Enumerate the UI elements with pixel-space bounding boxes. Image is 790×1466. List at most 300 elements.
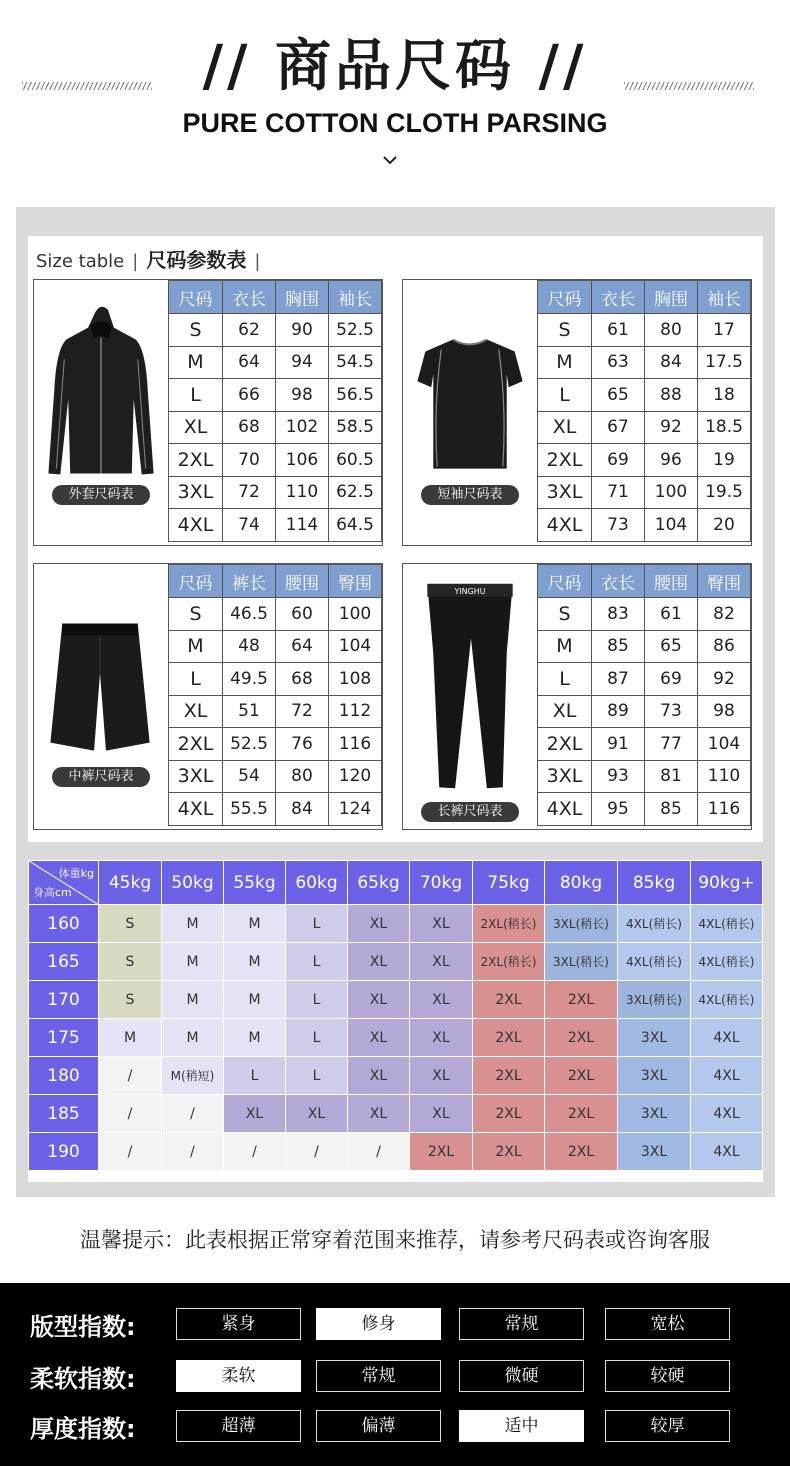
index-option: 常规 <box>459 1308 584 1340</box>
col-header: 胸围 <box>645 281 698 314</box>
recommended-size-cell: L <box>224 1057 286 1095</box>
size-cell: 3XL <box>169 760 223 793</box>
value-cell: 68 <box>223 411 276 444</box>
col-header: 尺码 <box>538 565 592 598</box>
recommended-size-cell: 2XL <box>545 981 618 1019</box>
recommended-size-cell: / <box>99 1133 162 1171</box>
table-row <box>29 1019 763 1057</box>
value-cell: 93 <box>592 760 645 793</box>
recommended-size-cell: XL <box>410 905 473 943</box>
value-cell: 88 <box>645 379 698 412</box>
value-cell: 20 <box>698 509 751 542</box>
weight-header: 60kg <box>286 861 348 905</box>
table-row <box>538 728 751 761</box>
recommended-size-cell: / <box>162 1095 224 1133</box>
value-cell: 19 <box>698 444 751 477</box>
value-cell: 108 <box>329 663 382 696</box>
col-header: 胸围 <box>276 281 329 314</box>
page-subtitle: PURE COTTON CLOTH PARSING <box>182 108 608 138</box>
size-cell: 3XL <box>538 760 592 793</box>
value-cell: 19.5 <box>698 476 751 509</box>
recommended-size-cell: 3XL(稍长) <box>545 905 618 943</box>
recommended-size-cell: M <box>162 981 224 1019</box>
recommended-size-cell: M <box>99 1019 162 1057</box>
grid-corner <box>29 861 99 905</box>
col-header: 臀围 <box>329 565 382 598</box>
jacket-spec-table <box>168 280 382 542</box>
weight-header: 70kg <box>410 861 473 905</box>
recommended-size-cell: L <box>286 943 348 981</box>
value-cell: 17.5 <box>698 346 751 379</box>
value-cell: 104 <box>645 509 698 542</box>
weight-header: 85kg <box>618 861 691 905</box>
size-cell: S <box>538 598 592 631</box>
value-cell: 98 <box>276 379 329 412</box>
recommended-size-cell: / <box>99 1095 162 1133</box>
height-label: 190 <box>29 1133 99 1171</box>
table-row <box>538 793 751 826</box>
value-cell: 51 <box>223 695 276 728</box>
value-cell: 96 <box>645 444 698 477</box>
table-row <box>538 476 751 509</box>
table-row <box>169 379 382 412</box>
shorts-caption: 中裤尺码表 <box>52 767 150 787</box>
col-header: 尺码 <box>169 565 223 598</box>
recommended-size-cell: / <box>99 1057 162 1095</box>
recommended-size-cell: XL <box>348 1019 410 1057</box>
recommended-size-cell: 4XL(稍长) <box>691 905 763 943</box>
index-option: 常规 <box>316 1360 441 1392</box>
height-label: 175 <box>29 1019 99 1057</box>
weight-height-table <box>28 860 763 1171</box>
table-row <box>29 905 763 943</box>
recommended-size-cell: M <box>162 943 224 981</box>
size-table-label-en: Size table <box>36 251 125 272</box>
recommended-size-cell: M(稍短) <box>162 1057 224 1095</box>
size-cell: 3XL <box>538 476 592 509</box>
value-cell: 18 <box>698 379 751 412</box>
size-cell: 4XL <box>538 509 592 542</box>
size-cell: L <box>538 663 592 696</box>
size-cell: M <box>169 346 223 379</box>
recommended-size-cell: XL <box>410 981 473 1019</box>
value-cell: 86 <box>698 630 751 663</box>
value-cell: 73 <box>645 695 698 728</box>
recommended-size-cell: / <box>286 1133 348 1171</box>
value-cell: 91 <box>592 728 645 761</box>
recommended-size-cell: XL <box>410 1057 473 1095</box>
recommended-size-cell: M <box>162 1019 224 1057</box>
value-cell: 64 <box>223 346 276 379</box>
size-cell: M <box>538 346 592 379</box>
size-cell: L <box>169 379 223 412</box>
table-row <box>169 598 382 631</box>
recommended-size-cell: M <box>224 1019 286 1057</box>
pants-waistband-print: YINGHU <box>454 586 486 596</box>
size-cell: XL <box>169 695 223 728</box>
index-label: 柔软指数: <box>30 1365 136 1393</box>
value-cell: 120 <box>329 760 382 793</box>
table-row <box>538 760 751 793</box>
value-cell: 71 <box>592 476 645 509</box>
value-cell: 110 <box>276 476 329 509</box>
value-cell: 106 <box>276 444 329 477</box>
pants-size-block <box>402 563 752 830</box>
table-row <box>169 411 382 444</box>
table-row <box>29 1057 763 1095</box>
value-cell: 54 <box>223 760 276 793</box>
value-cell: 89 <box>592 695 645 728</box>
recommended-size-cell: XL <box>410 1095 473 1133</box>
weight-header: 90kg+ <box>691 861 763 905</box>
table-row <box>169 760 382 793</box>
value-cell: 124 <box>329 793 382 826</box>
value-cell: 116 <box>329 728 382 761</box>
col-header: 腰围 <box>645 565 698 598</box>
recommended-size-cell: S <box>99 981 162 1019</box>
col-header: 衣长 <box>592 565 645 598</box>
value-cell: 84 <box>276 793 329 826</box>
recommended-size-cell: 2XL <box>473 1019 545 1057</box>
weight-header: 75kg <box>473 861 545 905</box>
recommended-size-cell: 3XL <box>618 1057 691 1095</box>
value-cell: 100 <box>329 598 382 631</box>
height-label: 160 <box>29 905 99 943</box>
corner-height-label: 身高cm <box>33 886 72 899</box>
table-row <box>169 476 382 509</box>
value-cell: 69 <box>592 444 645 477</box>
hatch-decoration-right <box>624 82 754 90</box>
value-cell: 48 <box>223 630 276 663</box>
recommended-size-cell: 2XL <box>545 1095 618 1133</box>
shorts-size-block <box>33 563 383 830</box>
value-cell: 68 <box>276 663 329 696</box>
weight-header: 45kg <box>99 861 162 905</box>
chevron-down-icon <box>382 152 398 168</box>
value-cell: 62.5 <box>329 476 382 509</box>
jacket-size-block <box>33 279 383 546</box>
value-cell: 55.5 <box>223 793 276 826</box>
size-cell: 2XL <box>169 444 223 477</box>
recommended-size-cell: 4XL(稍长) <box>618 943 691 981</box>
value-cell: 102 <box>276 411 329 444</box>
index-label: 版型指数: <box>30 1313 136 1341</box>
size-cell: 4XL <box>169 793 223 826</box>
recommended-size-cell: 3XL <box>618 1019 691 1057</box>
recommended-size-cell: 2XL <box>545 1133 618 1171</box>
size-cell: 4XL <box>169 509 223 542</box>
table-row <box>538 346 751 379</box>
value-cell: 63 <box>592 346 645 379</box>
value-cell: 94 <box>276 346 329 379</box>
recommended-size-cell: M <box>224 905 286 943</box>
size-cell: 2XL <box>538 444 592 477</box>
index-option: 较硬 <box>605 1360 730 1392</box>
fabric-indices <box>0 1283 790 1466</box>
value-cell: 92 <box>698 663 751 696</box>
recommended-size-cell: 2XL(稍长) <box>473 943 545 981</box>
index-option: 微硬 <box>459 1360 584 1392</box>
pants-caption: 长裤尺码表 <box>421 802 519 822</box>
jacket-caption: 外套尺码表 <box>52 485 150 505</box>
index-option: 超薄 <box>176 1410 301 1442</box>
size-tip: 温馨提示：此表根据正常穿着范围来推荐，请参考尺码表或咨询客服 <box>80 1228 710 1252</box>
index-option: 修身 <box>316 1308 441 1340</box>
index-option: 较厚 <box>605 1410 730 1442</box>
value-cell: 87 <box>592 663 645 696</box>
table-row <box>29 981 763 1019</box>
jacket-rows <box>169 314 382 542</box>
value-cell: 76 <box>276 728 329 761</box>
table-row <box>538 695 751 728</box>
table-row <box>538 598 751 631</box>
size-cell: 4XL <box>538 793 592 826</box>
page-title: // 商品尺码 // <box>202 34 588 99</box>
value-cell: 73 <box>592 509 645 542</box>
value-cell: 52.5 <box>329 314 382 347</box>
value-cell: 100 <box>645 476 698 509</box>
value-cell: 64.5 <box>329 509 382 542</box>
value-cell: 61 <box>645 598 698 631</box>
table-row <box>538 411 751 444</box>
value-cell: 46.5 <box>223 598 276 631</box>
col-header: 裤长 <box>223 565 276 598</box>
tshirt-caption: 短袖尺码表 <box>421 485 519 505</box>
value-cell: 58.5 <box>329 411 382 444</box>
shorts-rows <box>169 598 382 826</box>
recommended-size-cell: XL <box>348 1057 410 1095</box>
index-label: 厚度指数: <box>30 1415 136 1443</box>
recommended-size-cell: M <box>162 905 224 943</box>
value-cell: 92 <box>645 411 698 444</box>
recommended-size-cell: XL <box>410 1019 473 1057</box>
table-row <box>29 1095 763 1133</box>
weight-header: 50kg <box>162 861 224 905</box>
weight-header: 55kg <box>224 861 286 905</box>
recommended-size-cell: L <box>286 1057 348 1095</box>
value-cell: 77 <box>645 728 698 761</box>
recommended-size-cell: L <box>286 1019 348 1057</box>
recommended-size-cell: 4XL(稍长) <box>691 981 763 1019</box>
height-label: 185 <box>29 1095 99 1133</box>
shorts-spec-table <box>168 564 382 826</box>
recommended-size-cell: 3XL(稍长) <box>618 981 691 1019</box>
value-cell: 82 <box>698 598 751 631</box>
value-cell: 85 <box>645 793 698 826</box>
table-row <box>538 379 751 412</box>
col-header: 尺码 <box>538 281 592 314</box>
col-header: 尺码 <box>169 281 223 314</box>
recommended-size-cell: S <box>99 943 162 981</box>
value-cell: 70 <box>223 444 276 477</box>
index-option: 适中 <box>459 1410 584 1442</box>
col-header: 袖长 <box>329 281 382 314</box>
recommended-size-cell: XL <box>348 905 410 943</box>
table-row <box>538 314 751 347</box>
value-cell: 66 <box>223 379 276 412</box>
table-row <box>538 663 751 696</box>
value-cell: 98 <box>698 695 751 728</box>
table-row <box>169 663 382 696</box>
size-cell: S <box>538 314 592 347</box>
recommended-size-cell: S <box>99 905 162 943</box>
value-cell: 104 <box>698 728 751 761</box>
table-row <box>169 314 382 347</box>
index-option: 紧身 <box>176 1308 301 1340</box>
tshirt-image <box>403 280 536 545</box>
value-cell: 80 <box>276 760 329 793</box>
table-row <box>29 1133 763 1171</box>
value-cell: 61 <box>592 314 645 347</box>
recommended-size-cell: L <box>286 905 348 943</box>
value-cell: 64 <box>276 630 329 663</box>
col-header: 腰围 <box>276 565 329 598</box>
value-cell: 104 <box>329 630 382 663</box>
height-label: 180 <box>29 1057 99 1095</box>
recommended-size-cell: / <box>162 1133 224 1171</box>
index-option: 宽松 <box>605 1308 730 1340</box>
page-header <box>0 0 790 200</box>
table-row <box>169 695 382 728</box>
weight-header: 80kg <box>545 861 618 905</box>
recommended-size-cell: 2XL <box>473 1057 545 1095</box>
recommended-size-cell: 2XL <box>545 1057 618 1095</box>
col-header: 衣长 <box>592 281 645 314</box>
table-row <box>169 793 382 826</box>
recommended-size-cell: 2XL <box>545 1019 618 1057</box>
recommended-size-cell: XL <box>224 1095 286 1133</box>
size-cell: S <box>169 314 223 347</box>
index-option: 偏薄 <box>316 1410 441 1442</box>
recommended-size-cell: 4XL(稍长) <box>691 943 763 981</box>
tshirt-size-block <box>402 279 752 546</box>
table-row <box>538 509 751 542</box>
value-cell: 60.5 <box>329 444 382 477</box>
weight-header: 65kg <box>348 861 410 905</box>
tshirt-spec-table <box>537 280 751 542</box>
size-cell: M <box>538 630 592 663</box>
recommended-size-cell: 3XL <box>618 1095 691 1133</box>
pants-rows <box>538 598 751 826</box>
size-cell: XL <box>538 411 592 444</box>
col-header: 臀围 <box>698 565 751 598</box>
table-row <box>169 509 382 542</box>
table-row <box>169 444 382 477</box>
value-cell: 52.5 <box>223 728 276 761</box>
recommended-size-cell: 4XL(稍长) <box>618 905 691 943</box>
value-cell: 69 <box>645 663 698 696</box>
value-cell: 49.5 <box>223 663 276 696</box>
size-cell: 3XL <box>169 476 223 509</box>
recommended-size-cell: 2XL(稍长) <box>473 905 545 943</box>
jacket-image <box>34 280 167 545</box>
value-cell: 56.5 <box>329 379 382 412</box>
size-cell: 2XL <box>169 728 223 761</box>
value-cell: 72 <box>223 476 276 509</box>
recommended-size-cell: 4XL <box>691 1019 763 1057</box>
recommended-size-cell: / <box>224 1133 286 1171</box>
height-label: 170 <box>29 981 99 1019</box>
size-cell: XL <box>538 695 592 728</box>
size-cell: M <box>169 630 223 663</box>
value-cell: 84 <box>645 346 698 379</box>
recommended-size-cell: XL <box>348 943 410 981</box>
hatch-decoration-left <box>22 82 152 90</box>
value-cell: 60 <box>276 598 329 631</box>
recommended-size-cell: M <box>224 943 286 981</box>
recommended-size-cell: XL <box>348 1095 410 1133</box>
value-cell: 72 <box>276 695 329 728</box>
value-cell: 17 <box>698 314 751 347</box>
recommended-size-cell: 2XL <box>473 1133 545 1171</box>
value-cell: 114 <box>276 509 329 542</box>
weight-height-grid <box>28 860 763 1182</box>
value-cell: 116 <box>698 793 751 826</box>
weight-header-row <box>29 861 763 905</box>
table-row <box>538 630 751 663</box>
value-cell: 54.5 <box>329 346 382 379</box>
recommended-size-cell: XL <box>410 943 473 981</box>
recommended-size-cell: 3XL(稍长) <box>545 943 618 981</box>
recommended-size-cell: XL <box>286 1095 348 1133</box>
corner-weight-label: 体重kg <box>58 867 94 880</box>
recommended-size-cell: / <box>348 1133 410 1171</box>
pants-spec-table <box>537 564 751 826</box>
index-option: 柔软 <box>176 1360 301 1392</box>
shorts-image <box>34 564 167 829</box>
value-cell: 80 <box>645 314 698 347</box>
recommended-size-cell: 2XL <box>410 1133 473 1171</box>
recommended-size-cell: 4XL <box>691 1133 763 1171</box>
recommended-size-cell: XL <box>348 981 410 1019</box>
value-cell: 62 <box>223 314 276 347</box>
size-cell: 2XL <box>538 728 592 761</box>
pants-image <box>403 564 536 829</box>
value-cell: 67 <box>592 411 645 444</box>
value-cell: 85 <box>592 630 645 663</box>
size-cell: L <box>169 663 223 696</box>
value-cell: 81 <box>645 760 698 793</box>
table-row <box>169 346 382 379</box>
value-cell: 95 <box>592 793 645 826</box>
recommended-size-cell: L <box>286 981 348 1019</box>
value-cell: 83 <box>592 598 645 631</box>
size-cell: L <box>538 379 592 412</box>
table-row <box>538 444 751 477</box>
height-label: 165 <box>29 943 99 981</box>
value-cell: 90 <box>276 314 329 347</box>
recommended-size-cell: 2XL <box>473 981 545 1019</box>
value-cell: 18.5 <box>698 411 751 444</box>
value-cell: 65 <box>592 379 645 412</box>
recommended-size-cell: 4XL <box>691 1057 763 1095</box>
recommended-size-cell: 3XL <box>618 1133 691 1171</box>
col-header: 袖长 <box>698 281 751 314</box>
recommended-size-cell: M <box>224 981 286 1019</box>
value-cell: 112 <box>329 695 382 728</box>
size-cell: S <box>169 598 223 631</box>
size-table-label-cn: 尺码参数表 <box>146 248 247 272</box>
value-cell: 110 <box>698 760 751 793</box>
value-cell: 74 <box>223 509 276 542</box>
size-cell: XL <box>169 411 223 444</box>
value-cell: 65 <box>645 630 698 663</box>
col-header: 衣长 <box>223 281 276 314</box>
size-table-heading: Size table | 尺码参数表 | <box>36 248 261 272</box>
table-row <box>169 728 382 761</box>
recommended-size-cell: 2XL <box>473 1095 545 1133</box>
table-row <box>29 943 763 981</box>
